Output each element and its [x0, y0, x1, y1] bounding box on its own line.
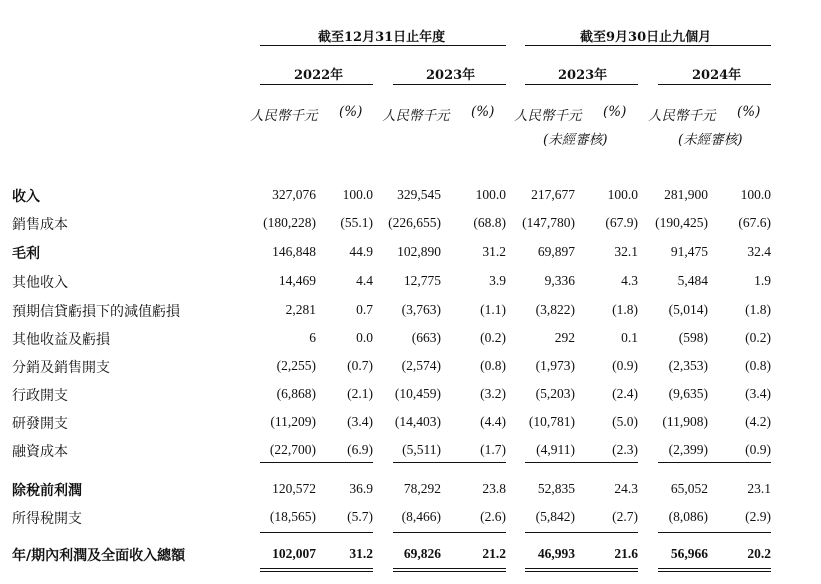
cell-pct: (5.0): [612, 414, 638, 429]
unit-rmb-2023a: 人民幣千元: [382, 108, 450, 124]
cell-pct: (0.8): [745, 358, 771, 373]
cell-rmb: 5,484: [677, 273, 708, 288]
cell-pct: 31.2: [482, 244, 506, 259]
row-label: 年/期內利潤及全面收入總額: [12, 548, 186, 564]
cell-pct: (4.2): [745, 414, 771, 429]
cell-pct: 23.8: [482, 481, 506, 496]
cell-pct: (2.7): [612, 509, 638, 524]
cell-pct: 100.0: [740, 187, 771, 202]
cell-pct: (67.9): [605, 215, 638, 230]
cell-rmb: 102,890: [397, 244, 441, 259]
cell-pct: 21.6: [614, 546, 638, 561]
unit-pct-2022: (%): [339, 104, 363, 120]
cell-pct: (2.9): [745, 509, 771, 524]
cell-rmb: 69,826: [403, 546, 441, 561]
cell-pct: 1.9: [754, 273, 771, 288]
cell-rmb: (11,908): [662, 414, 708, 429]
cell-pct: 0.1: [621, 330, 638, 345]
cell-pct: 21.2: [482, 546, 506, 561]
cell-rmb: 217,677: [531, 187, 575, 202]
cell-pct: (3.4): [347, 414, 373, 429]
cell-rmb: (190,425): [655, 215, 708, 230]
cell-rmb: 52,835: [537, 481, 575, 496]
cell-pct: (2.1): [347, 386, 373, 401]
cell-rmb: 9,336: [544, 273, 575, 288]
cell-rmb: (2,399): [668, 442, 708, 457]
cell-rmb: (6,868): [276, 386, 316, 401]
cell-rmb: (2,574): [401, 358, 441, 373]
unaudited-2024: (未經審核): [678, 132, 743, 148]
cell-rmb: (22,700): [269, 442, 316, 457]
cell-rmb: (663): [411, 330, 441, 345]
cell-rmb: 292: [554, 330, 575, 345]
cell-pct: (68.8): [473, 215, 506, 230]
cell-pct: (3.2): [480, 386, 506, 401]
cell-rmb: (5,842): [535, 509, 575, 524]
total-double-underline-1: [260, 568, 373, 572]
year-underline-2022: [260, 84, 373, 85]
cell-rmb: 146,848: [272, 244, 316, 259]
cell-rmb: (8,466): [401, 509, 441, 524]
finance-cost-underline-4: [658, 462, 771, 463]
cell-rmb: (5,511): [402, 442, 441, 457]
cell-pct: (0.2): [480, 330, 506, 345]
cell-pct: 3.9: [489, 273, 506, 288]
cell-pct: (1.1): [480, 302, 506, 317]
row-label: 其他收益及虧損: [12, 332, 110, 348]
cell-pct: (2.6): [480, 509, 506, 524]
cell-rmb: 281,900: [664, 187, 708, 202]
cell-pct: 0.0: [356, 330, 373, 345]
cell-rmb: (226,655): [388, 215, 441, 230]
cell-pct: (55.1): [340, 215, 373, 230]
cell-rmb: (2,353): [668, 358, 708, 373]
year-header-2024: 2024年: [692, 68, 742, 83]
row-label: 融資成本: [12, 444, 68, 460]
row-label: 其他收入: [12, 275, 68, 291]
cell-pct: (1.8): [745, 302, 771, 317]
unit-pct-2023a: (%): [471, 104, 495, 120]
year-underline-2024: [658, 84, 771, 85]
cell-rmb: 65,052: [670, 481, 708, 496]
cell-pct: 100.0: [342, 187, 373, 202]
cell-pct: 36.9: [349, 481, 373, 496]
unaudited-2023: (未經審核): [543, 132, 608, 148]
cell-pct: 20.2: [747, 546, 771, 561]
header-annual-underline: [260, 45, 506, 46]
cell-rmb: (8,086): [668, 509, 708, 524]
cell-pct: (0.9): [612, 358, 638, 373]
cell-pct: 24.3: [614, 481, 638, 496]
cell-pct: 4.3: [621, 273, 638, 288]
row-label: 毛利: [12, 246, 40, 262]
tax-underline-3: [525, 532, 638, 533]
cell-pct: (0.7): [347, 358, 373, 373]
unit-rmb-2022: 人民幣千元: [250, 108, 318, 124]
cell-rmb: (14,403): [394, 414, 441, 429]
cell-pct: 44.9: [349, 244, 373, 259]
cell-rmb: 78,292: [403, 481, 441, 496]
finance-cost-underline-1: [260, 462, 373, 463]
total-double-underline-4: [658, 568, 771, 572]
cell-rmb: (11,209): [270, 414, 316, 429]
cell-pct: 32.1: [614, 244, 638, 259]
cell-rmb: (10,781): [528, 414, 575, 429]
cell-pct: 100.0: [607, 187, 638, 202]
row-label: 銷售成本: [12, 217, 68, 233]
cell-pct: (1.8): [612, 302, 638, 317]
cell-pct: 4.4: [356, 273, 373, 288]
tax-underline-1: [260, 532, 373, 533]
year-underline-2023-annual: [393, 84, 506, 85]
year-header-2023-annual: 2023年: [426, 68, 476, 83]
cell-rmb: 6: [309, 330, 316, 345]
cell-rmb: (18,565): [269, 509, 316, 524]
unit-pct-2024: (%): [737, 104, 761, 120]
cell-rmb: 14,469: [278, 273, 316, 288]
row-label: 預期信貸虧損下的減值虧損: [12, 304, 180, 320]
cell-rmb: (147,780): [522, 215, 575, 230]
cell-rmb: 327,076: [272, 187, 316, 202]
cell-rmb: (9,635): [668, 386, 708, 401]
header-annual: 截至12月31日止年度: [318, 30, 446, 45]
total-double-underline-2: [393, 568, 506, 572]
row-label: 分銷及銷售開支: [12, 360, 110, 376]
header-nine-months-underline: [525, 45, 771, 46]
cell-pct: 0.7: [356, 302, 373, 317]
cell-rmb: (5,203): [535, 386, 575, 401]
tax-underline-4: [658, 532, 771, 533]
cell-rmb: 120,572: [272, 481, 316, 496]
cell-rmb: (3,763): [401, 302, 441, 317]
cell-rmb: (3,822): [535, 302, 575, 317]
cell-pct: 100.0: [475, 187, 506, 202]
year-header-2023-nine: 2023年: [558, 68, 608, 83]
cell-rmb: (4,911): [536, 442, 575, 457]
header-nine-months: 截至9月30日止九個月: [580, 30, 712, 45]
cell-pct: (2.3): [612, 442, 638, 457]
cell-pct: 31.2: [349, 546, 373, 561]
tax-underline-2: [393, 532, 506, 533]
cell-rmb: (598): [678, 330, 708, 345]
cell-rmb: 56,966: [670, 546, 708, 561]
year-underline-2023-nine: [525, 84, 638, 85]
unit-rmb-2023n: 人民幣千元: [514, 108, 582, 124]
cell-rmb: 2,281: [285, 302, 316, 317]
finance-cost-underline-2: [393, 462, 506, 463]
cell-pct: (0.9): [745, 442, 771, 457]
row-label: 研發開支: [12, 416, 68, 432]
cell-rmb: 46,993: [537, 546, 575, 561]
cell-rmb: 329,545: [397, 187, 441, 202]
cell-pct: (67.6): [738, 215, 771, 230]
unit-rmb-2024: 人民幣千元: [648, 108, 716, 124]
total-double-underline-3: [525, 568, 638, 572]
cell-pct: 23.1: [747, 481, 771, 496]
cell-pct: 32.4: [747, 244, 771, 259]
cell-pct: (0.2): [745, 330, 771, 345]
cell-pct: (4.4): [480, 414, 506, 429]
cell-rmb: 102,007: [272, 546, 316, 561]
cell-rmb: 12,775: [403, 273, 441, 288]
unit-pct-2023n: (%): [603, 104, 627, 120]
cell-pct: (1.7): [480, 442, 506, 457]
cell-rmb: 69,897: [537, 244, 575, 259]
row-label: 除稅前利潤: [12, 483, 82, 499]
cell-pct: (3.4): [745, 386, 771, 401]
row-label: 收入: [12, 189, 40, 205]
cell-rmb: (1,973): [535, 358, 575, 373]
cell-pct: (2.4): [612, 386, 638, 401]
cell-pct: (0.8): [480, 358, 506, 373]
finance-cost-underline-3: [525, 462, 638, 463]
cell-pct: (6.9): [347, 442, 373, 457]
row-label: 行政開支: [12, 388, 68, 404]
cell-rmb: 91,475: [670, 244, 708, 259]
year-header-2022: 2022年: [294, 68, 344, 83]
cell-rmb: (10,459): [394, 386, 441, 401]
cell-rmb: (2,255): [276, 358, 316, 373]
cell-rmb: (180,228): [263, 215, 316, 230]
cell-pct: (5.7): [347, 509, 373, 524]
row-label: 所得稅開支: [12, 511, 82, 527]
cell-rmb: (5,014): [668, 302, 708, 317]
